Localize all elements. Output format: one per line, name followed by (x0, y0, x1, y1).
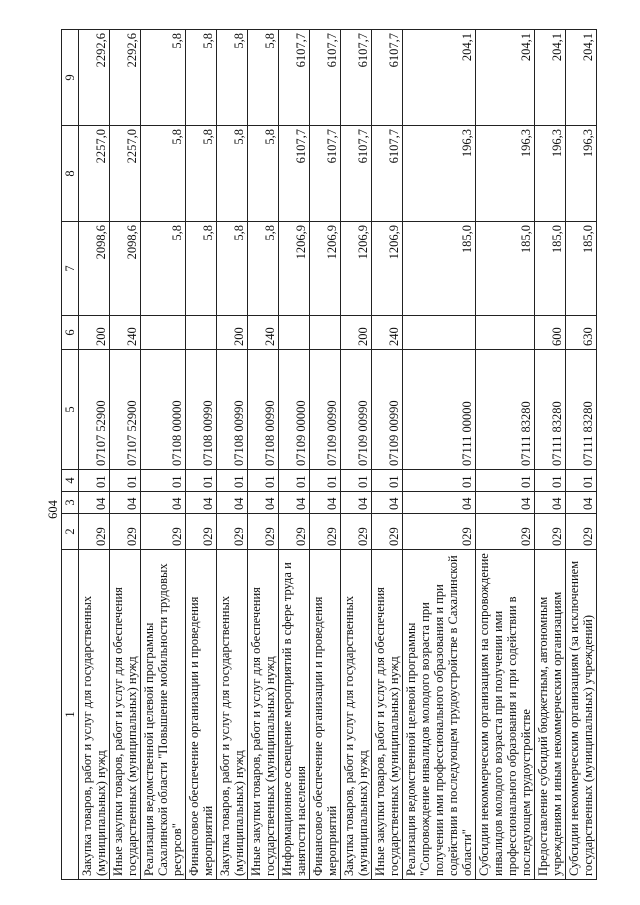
row-code-admin: 029 (110, 514, 141, 550)
row-code-admin: 029 (217, 514, 248, 550)
row-sum-col7: 5,8 (248, 222, 279, 316)
row-code-admin: 029 (141, 514, 186, 550)
col-header-9: 9 (62, 29, 79, 125)
row-code-expense-type (186, 316, 217, 350)
row-code-section: 04 (566, 492, 597, 514)
row-code-section: 04 (372, 492, 403, 514)
row-code-target: 07111 83280 (566, 350, 597, 470)
row-code-section: 04 (217, 492, 248, 514)
row-code-expense-type: 200 (341, 316, 372, 350)
row-sum-col8: 5,8 (248, 126, 279, 222)
row-code-admin: 029 (566, 514, 597, 550)
row-code-expense-type: 630 (566, 316, 597, 350)
row-name: Финансовое обеспечение организации и проведения мероприятий (186, 550, 217, 880)
table-row (566, 29, 597, 879)
row-code-admin: 029 (476, 514, 535, 550)
row-code-expense-type (141, 316, 186, 350)
row-code-expense-type (279, 316, 310, 350)
row-code-admin: 029 (279, 514, 310, 550)
page-number: 604 (45, 470, 62, 550)
row-code-expense-type: 240 (248, 316, 279, 350)
row-sum-col7: 185,0 (535, 222, 566, 316)
row-code-expense-type (310, 316, 341, 350)
row-code-subsection: 01 (476, 470, 535, 492)
row-sum-col9: 2292,6 (79, 29, 110, 125)
table-row (110, 29, 141, 879)
row-code-subsection: 01 (186, 470, 217, 492)
row-code-subsection: 01 (141, 470, 186, 492)
column-header-row (62, 29, 79, 879)
row-code-admin: 029 (186, 514, 217, 550)
row-code-admin: 029 (535, 514, 566, 550)
row-name: Закупка товаров, работ и услуг для государственных (муниципальных) нужд (79, 550, 110, 880)
row-code-target: 07108 00990 (217, 350, 248, 470)
table-row (535, 29, 566, 879)
row-sum-col9: 204,1 (403, 29, 476, 125)
row-code-target: 07109 00990 (372, 350, 403, 470)
row-code-target: 07111 83280 (535, 350, 566, 470)
row-sum-col7: 1206,9 (372, 222, 403, 316)
row-sum-col7: 1206,9 (279, 222, 310, 316)
row-code-target: 07111 00000 (403, 350, 476, 470)
row-code-target: 07107 52900 (110, 350, 141, 470)
row-code-admin: 029 (79, 514, 110, 550)
row-code-subsection: 01 (310, 470, 341, 492)
row-sum-col8: 6107,7 (310, 126, 341, 222)
col-header-4: 4 (62, 470, 79, 492)
row-sum-col9: 204,1 (476, 29, 535, 125)
row-code-subsection: 01 (566, 470, 597, 492)
row-sum-col8: 5,8 (217, 126, 248, 222)
row-code-section: 04 (279, 492, 310, 514)
table-row (310, 29, 341, 879)
row-code-target: 07108 00990 (248, 350, 279, 470)
row-code-subsection: 01 (372, 470, 403, 492)
row-sum-col9: 204,1 (566, 29, 597, 125)
row-sum-col9: 5,8 (186, 29, 217, 125)
row-code-expense-type: 240 (110, 316, 141, 350)
row-code-admin: 029 (248, 514, 279, 550)
row-code-subsection: 01 (248, 470, 279, 492)
col-header-3: 3 (62, 492, 79, 514)
row-sum-col7: 2098,6 (79, 222, 110, 316)
row-sum-col7: 1206,9 (310, 222, 341, 316)
row-sum-col9: 5,8 (248, 29, 279, 125)
row-code-subsection: 01 (535, 470, 566, 492)
col-header-2: 2 (62, 514, 79, 550)
row-code-subsection: 01 (217, 470, 248, 492)
table-row (403, 29, 476, 879)
col-header-1: 1 (62, 550, 79, 880)
row-sum-col9: 6107,7 (310, 29, 341, 125)
row-code-expense-type (476, 316, 535, 350)
row-code-admin: 029 (341, 514, 372, 550)
row-code-section: 04 (476, 492, 535, 514)
row-sum-col8: 2257,0 (110, 126, 141, 222)
row-code-subsection: 01 (79, 470, 110, 492)
row-sum-col8: 5,8 (141, 126, 186, 222)
col-header-6: 6 (62, 316, 79, 350)
row-code-target: 07109 00990 (310, 350, 341, 470)
table-row (141, 29, 186, 879)
table-row (186, 29, 217, 879)
table-row (341, 29, 372, 879)
row-sum-col7: 5,8 (141, 222, 186, 316)
row-code-subsection: 01 (279, 470, 310, 492)
row-name: Иные закупки товаров, работ и услуг для обеспечения государственных (муниципальных) нужд (110, 550, 141, 880)
row-sum-col7: 185,0 (476, 222, 535, 316)
table-row (372, 29, 403, 879)
row-sum-col7: 5,8 (186, 222, 217, 316)
row-code-section: 04 (110, 492, 141, 514)
table-row (279, 29, 310, 879)
row-name: Иные закупки товаров, работ и услуг для обеспечения государственных (муниципальных) нужд (248, 550, 279, 880)
row-sum-col9: 6107,7 (372, 29, 403, 125)
row-code-expense-type: 200 (79, 316, 110, 350)
row-code-target: 07108 00000 (141, 350, 186, 470)
table-row (79, 29, 110, 879)
row-code-section: 04 (403, 492, 476, 514)
table-row (476, 29, 535, 879)
row-sum-col7: 2098,6 (110, 222, 141, 316)
col-header-7: 7 (62, 222, 79, 316)
row-code-target: 07107 52900 (79, 350, 110, 470)
row-name: Реализация ведомственной целевой программы Сахалинской области "Повышение мобильности трудовых ресурсов" (141, 550, 186, 880)
row-code-subsection: 01 (110, 470, 141, 492)
row-code-target: 07108 00990 (186, 350, 217, 470)
row-code-section: 04 (248, 492, 279, 514)
row-sum-col8: 6107,7 (341, 126, 372, 222)
row-sum-col8: 6107,7 (279, 126, 310, 222)
row-sum-col9: 6107,7 (341, 29, 372, 125)
row-name: Закупка товаров, работ и услуг для государственных (муниципальных) нужд (217, 550, 248, 880)
row-sum-col7: 185,0 (403, 222, 476, 316)
row-code-section: 04 (79, 492, 110, 514)
row-name: Иные закупки товаров, работ и услуг для обеспечения государственных (муниципальных) нужд (372, 550, 403, 880)
row-code-target: 07111 83280 (476, 350, 535, 470)
row-sum-col8: 196,3 (476, 126, 535, 222)
row-name: Информационное освещение мероприятий в сфере труда и занятости населения (279, 550, 310, 880)
row-sum-col8: 5,8 (186, 126, 217, 222)
row-name: Субсидии некоммерческим организациям (за исключением государственных (муниципальных) учреждений) (566, 550, 597, 880)
row-sum-col7: 5,8 (217, 222, 248, 316)
row-sum-col8: 196,3 (535, 126, 566, 222)
row-code-admin: 029 (372, 514, 403, 550)
row-code-subsection: 01 (341, 470, 372, 492)
row-sum-col7: 1206,9 (341, 222, 372, 316)
budget-table (45, 29, 597, 880)
row-code-expense-type: 240 (372, 316, 403, 350)
table-row (217, 29, 248, 879)
row-code-section: 04 (341, 492, 372, 514)
row-name: Закупка товаров, работ и услуг для государственных (муниципальных) нужд (341, 550, 372, 880)
row-sum-col8: 6107,7 (372, 126, 403, 222)
row-code-section: 04 (141, 492, 186, 514)
row-sum-col8: 196,3 (566, 126, 597, 222)
row-sum-col8: 2257,0 (79, 126, 110, 222)
row-name: Предоставление субсидий бюджетным, автономным учреждениям и иным некоммерческим организациям (535, 550, 566, 880)
row-code-section: 04 (535, 492, 566, 514)
rotated-page (45, 30, 605, 880)
row-code-expense-type: 200 (217, 316, 248, 350)
row-name: Реализация ведомственной целевой программы "Сопровождение инвалидов молодого возраста при получении ими профессионального образования и при содействии в последующем трудоустройстве в Сахалинской области" (403, 550, 476, 880)
row-code-section: 04 (310, 492, 341, 514)
table-row (248, 29, 279, 879)
row-code-target: 07109 00000 (279, 350, 310, 470)
row-code-subsection: 01 (403, 470, 476, 492)
row-sum-col9: 5,8 (217, 29, 248, 125)
row-sum-col9: 6107,7 (279, 29, 310, 125)
row-sum-col8: 196,3 (403, 126, 476, 222)
row-code-expense-type: 600 (535, 316, 566, 350)
row-name: Субсидии некоммерческим организациям на сопровождение инвалидов молодого возраста при получении ими профессионального образования и при содействии в последующем трудоустройстве (476, 550, 535, 880)
row-code-expense-type (403, 316, 476, 350)
row-sum-col9: 204,1 (535, 29, 566, 125)
row-code-section: 04 (186, 492, 217, 514)
row-code-admin: 029 (310, 514, 341, 550)
row-name: Финансовое обеспечение организации и проведения мероприятий (310, 550, 341, 880)
row-code-admin: 029 (403, 514, 476, 550)
col-header-8: 8 (62, 126, 79, 222)
row-sum-col7: 185,0 (566, 222, 597, 316)
row-code-target: 07109 00990 (341, 350, 372, 470)
row-sum-col9: 5,8 (141, 29, 186, 125)
row-sum-col9: 2292,6 (110, 29, 141, 125)
col-header-5: 5 (62, 350, 79, 470)
